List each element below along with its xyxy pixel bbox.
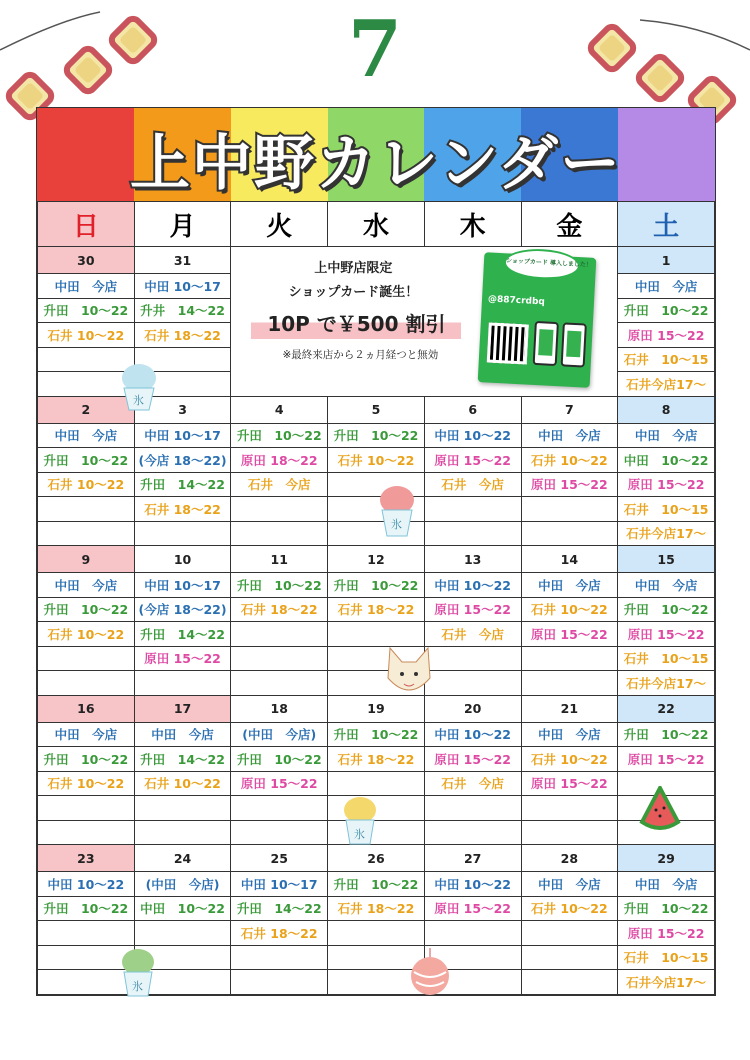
shift-cell — [521, 671, 618, 696]
shift-cell: 石井 10〜15 — [618, 497, 715, 522]
shift-cell: 中田 10〜22 — [618, 448, 715, 473]
promo-cell — [231, 247, 618, 397]
weekday-6: 土 — [618, 202, 715, 247]
shift-cell: 中田 今店 — [618, 274, 715, 299]
shift-cell: 原田 15〜22 — [521, 771, 618, 796]
shift-cell: 中田 10〜17 — [134, 274, 231, 299]
shift-cell: 升田 10〜22 — [38, 448, 135, 473]
shift-cell: 升田 10〜22 — [328, 573, 425, 598]
promo-panel — [231, 247, 617, 395]
date-cell: 10 — [134, 546, 231, 573]
shift-cell — [521, 820, 618, 845]
shift-cell: 升田 10〜22 — [231, 747, 328, 772]
shift-cell: 原田 15〜22 — [424, 597, 521, 622]
shift-cell — [38, 820, 135, 845]
shift-cell: 升田 10〜22 — [618, 896, 715, 921]
shift-cell: 中田 今店 — [38, 423, 135, 448]
shift-cell: (今店 18〜22) — [134, 448, 231, 473]
shift-cell: 升田 10〜22 — [38, 298, 135, 323]
shift-cell: 中田 今店 — [38, 722, 135, 747]
shift-row — [38, 771, 715, 796]
shift-cell: 中田 今店 — [618, 573, 715, 598]
date-cell: 2 — [38, 396, 135, 423]
weekday-3: 水 — [328, 202, 425, 247]
shift-cell: 升田 14〜22 — [231, 896, 328, 921]
date-cell: 19 — [328, 695, 425, 722]
shift-cell: 中田 10〜17 — [134, 573, 231, 598]
shift-cell — [424, 796, 521, 821]
shift-cell — [521, 521, 618, 546]
shift-cell — [134, 921, 231, 946]
shift-cell: 升田 14〜22 — [134, 622, 231, 647]
date-cell: 12 — [328, 546, 425, 573]
shift-cell — [134, 820, 231, 845]
shift-cell — [38, 671, 135, 696]
svg-text:氷: 氷 — [133, 394, 144, 407]
shift-cell — [328, 921, 425, 946]
shift-cell — [521, 945, 618, 970]
date-row — [38, 247, 715, 274]
shaved-ice-sticker — [118, 948, 158, 1004]
fox-mask-sticker — [384, 644, 434, 704]
shift-cell: 原田 15〜22 — [521, 622, 618, 647]
shift-cell: 石井 10〜22 — [521, 448, 618, 473]
date-cell: 8 — [618, 396, 715, 423]
date-cell: 7 — [521, 396, 618, 423]
shift-cell: 石井 18〜22 — [134, 323, 231, 348]
shift-cell: 中田 今店 — [521, 722, 618, 747]
shift-cell — [134, 796, 231, 821]
shift-cell: 石井 10〜22 — [38, 323, 135, 348]
shift-cell — [38, 497, 135, 522]
promo-discount: 10P で￥500 割引 — [251, 309, 461, 339]
date-cell: 11 — [231, 546, 328, 573]
shift-cell: 石井 今店 — [231, 472, 328, 497]
shift-cell: 升田 10〜22 — [618, 298, 715, 323]
date-cell: 17 — [134, 695, 231, 722]
shift-cell — [424, 497, 521, 522]
shift-cell — [424, 820, 521, 845]
date-cell: 16 — [38, 695, 135, 722]
shift-cell: 原田 15〜22 — [521, 472, 618, 497]
shift-cell: 中田 10〜22 — [424, 872, 521, 897]
date-cell: 31 — [134, 247, 231, 274]
shift-cell: 升井 14〜22 — [134, 298, 231, 323]
shaved-ice-sticker — [340, 796, 380, 852]
svg-text:氷: 氷 — [391, 518, 402, 531]
shift-cell: 中田 今店 — [38, 274, 135, 299]
shift-cell — [521, 646, 618, 671]
shift-cell: 原田 15〜22 — [618, 921, 715, 946]
shift-cell: 中田 今店 — [521, 872, 618, 897]
shift-cell — [231, 497, 328, 522]
shift-cell: 石井今店17〜 — [618, 970, 715, 995]
shift-cell: 原田 15〜22 — [424, 747, 521, 772]
shift-cell — [521, 796, 618, 821]
shift-cell: 石井 今店 — [424, 622, 521, 647]
date-cell: 21 — [521, 695, 618, 722]
shift-cell — [328, 771, 425, 796]
phone-icon — [533, 321, 559, 366]
shift-cell: 石井 10〜15 — [618, 646, 715, 671]
shift-cell — [231, 646, 328, 671]
shift-row — [38, 747, 715, 772]
shift-cell: 石井 18〜22 — [231, 921, 328, 946]
shift-row — [38, 423, 715, 448]
date-cell: 29 — [618, 845, 715, 872]
shift-cell: 中田 10〜22 — [38, 872, 135, 897]
shift-row — [38, 671, 715, 696]
shift-cell — [424, 646, 521, 671]
shift-cell: 升田 10〜22 — [618, 597, 715, 622]
shift-cell — [38, 521, 135, 546]
shift-cell: 石井 10〜22 — [328, 448, 425, 473]
date-cell: 22 — [618, 695, 715, 722]
shift-cell: 石井 10〜15 — [618, 945, 715, 970]
shift-cell — [424, 521, 521, 546]
date-cell: 4 — [231, 396, 328, 423]
shift-cell: 中田 今店 — [521, 423, 618, 448]
shift-cell — [521, 497, 618, 522]
date-cell: 28 — [521, 845, 618, 872]
qr-code-icon — [487, 322, 529, 364]
watermelon-sticker — [638, 786, 682, 840]
weekday-5: 金 — [521, 202, 618, 247]
promo-line1: 上中野店限定 — [314, 261, 393, 276]
date-cell: 25 — [231, 845, 328, 872]
shift-cell: 原田 15〜22 — [618, 747, 715, 772]
date-cell: 20 — [424, 695, 521, 722]
promo-line2: ショップカード誕生！ — [288, 285, 419, 300]
shift-cell: 石井 10〜22 — [521, 896, 618, 921]
shift-cell: 石井 10〜22 — [38, 622, 135, 647]
shift-cell: 原田 15〜22 — [618, 323, 715, 348]
svg-text:氷: 氷 — [354, 828, 365, 841]
shift-cell: 石井 18〜22 — [328, 747, 425, 772]
weekday-0: 日 — [38, 202, 135, 247]
shift-cell: 石井 10〜22 — [38, 472, 135, 497]
shift-cell — [38, 646, 135, 671]
shift-row — [38, 448, 715, 473]
date-cell: 6 — [424, 396, 521, 423]
shop-card-image — [478, 252, 597, 388]
shift-cell: (中田 今店) — [134, 872, 231, 897]
shift-cell: 中田 今店 — [618, 872, 715, 897]
weekday-header-row — [38, 202, 715, 247]
shift-row — [38, 622, 715, 647]
date-cell: 24 — [134, 845, 231, 872]
shift-cell: 升田 10〜22 — [231, 573, 328, 598]
shift-cell: 石井 10〜22 — [134, 771, 231, 796]
date-cell: 14 — [521, 546, 618, 573]
shift-row — [38, 872, 715, 897]
shift-cell — [424, 671, 521, 696]
svg-text:氷: 氷 — [132, 980, 143, 993]
shift-cell: 石井今店17〜 — [618, 372, 715, 397]
shift-cell: 原田 15〜22 — [424, 896, 521, 921]
shift-cell — [231, 820, 328, 845]
shift-row — [38, 921, 715, 946]
shift-row — [38, 646, 715, 671]
shaved-ice-sticker — [118, 362, 160, 418]
shift-cell: 原田 15〜22 — [231, 771, 328, 796]
shift-cell: 中田 10〜22 — [424, 573, 521, 598]
shift-cell: 升田 10〜22 — [231, 423, 328, 448]
shift-cell: 中田 10〜17 — [231, 872, 328, 897]
shift-cell: 升田 14〜22 — [134, 747, 231, 772]
title-banner — [37, 108, 715, 201]
shift-cell — [231, 521, 328, 546]
date-cell: 27 — [424, 845, 521, 872]
shift-cell — [328, 622, 425, 647]
shift-cell: (今店 18〜22) — [134, 597, 231, 622]
shift-row — [38, 896, 715, 921]
date-cell: 5 — [328, 396, 425, 423]
shift-cell — [521, 970, 618, 995]
weekday-4: 木 — [424, 202, 521, 247]
promo-note: ※最終来店から２ヵ月経つと無効 — [282, 349, 439, 361]
date-cell: 30 — [38, 247, 135, 274]
date-cell: 9 — [38, 546, 135, 573]
shift-cell: 石井 今店 — [424, 472, 521, 497]
weekday-2: 火 — [231, 202, 328, 247]
shift-cell: 石井今店17〜 — [618, 521, 715, 546]
shift-cell — [231, 796, 328, 821]
shift-cell: 石井 10〜22 — [521, 597, 618, 622]
shift-cell: 石井 18〜22 — [134, 497, 231, 522]
shift-cell — [231, 622, 328, 647]
shift-cell: 升田 10〜22 — [618, 722, 715, 747]
shift-cell — [424, 921, 521, 946]
calendar-title: 上中野カレンダー — [129, 129, 623, 199]
shift-cell — [521, 921, 618, 946]
shift-cell: 升田 10〜22 — [38, 747, 135, 772]
shift-cell: (中田 今店) — [231, 722, 328, 747]
shift-cell — [231, 671, 328, 696]
date-cell: 26 — [328, 845, 425, 872]
shift-row — [38, 722, 715, 747]
shift-cell: 石井 今店 — [424, 771, 521, 796]
calendar-grid — [37, 201, 715, 995]
water-balloon-sticker — [408, 946, 452, 1004]
shift-row — [38, 573, 715, 598]
date-cell: 15 — [618, 546, 715, 573]
shift-cell: 中田 10〜22 — [134, 896, 231, 921]
shift-cell: 中田 今店 — [521, 573, 618, 598]
shift-cell: 升田 10〜22 — [328, 722, 425, 747]
shift-cell: 石井 18〜22 — [328, 896, 425, 921]
shift-cell: 原田 18〜22 — [231, 448, 328, 473]
shift-cell: 石井 10〜22 — [38, 771, 135, 796]
shift-cell: 石井 10〜22 — [521, 747, 618, 772]
shift-cell: 升田 14〜22 — [134, 472, 231, 497]
shift-cell: 原田 15〜22 — [618, 472, 715, 497]
shift-cell: 中田 今店 — [38, 573, 135, 598]
shift-cell — [134, 671, 231, 696]
date-cell: 1 — [618, 247, 715, 274]
card-line-id: @887crdbq — [488, 294, 546, 308]
date-cell: 23 — [38, 845, 135, 872]
date-cell: 18 — [231, 695, 328, 722]
shift-cell: 石井 18〜22 — [231, 597, 328, 622]
shift-cell: 原田 15〜22 — [618, 622, 715, 647]
shift-cell: 升田 10〜22 — [38, 597, 135, 622]
shift-cell: 中田 10〜22 — [424, 423, 521, 448]
calendar — [36, 107, 716, 996]
weekday-1: 月 — [134, 202, 231, 247]
shift-cell: 石井 18〜22 — [328, 597, 425, 622]
date-cell: 3 — [134, 396, 231, 423]
shift-cell: 升田 10〜22 — [328, 423, 425, 448]
date-cell: 13 — [424, 546, 521, 573]
card-bubble: ショップカード 導入しました！ — [504, 247, 581, 281]
shift-cell — [231, 945, 328, 970]
shift-cell: 升田 10〜22 — [38, 896, 135, 921]
shift-cell: 原田 15〜22 — [424, 448, 521, 473]
shaved-ice-sticker — [376, 484, 418, 544]
shift-cell: 中田 今店 — [134, 722, 231, 747]
shift-cell: 中田 今店 — [618, 423, 715, 448]
shift-cell — [231, 970, 328, 995]
shift-cell: 原田 15〜22 — [134, 646, 231, 671]
month-number: 7 — [347, 4, 403, 95]
shift-cell: 石井 10〜15 — [618, 347, 715, 372]
phone-icon — [561, 322, 587, 367]
shift-cell — [38, 796, 135, 821]
shift-cell: 中田 10〜17 — [134, 423, 231, 448]
shift-row — [38, 597, 715, 622]
date-row — [38, 695, 715, 722]
shift-cell: 升田 10〜22 — [328, 872, 425, 897]
shift-cell — [38, 921, 135, 946]
shift-cell — [134, 521, 231, 546]
date-row — [38, 546, 715, 573]
shift-cell: 石井今店17〜 — [618, 671, 715, 696]
shift-cell: 中田 10〜22 — [424, 722, 521, 747]
